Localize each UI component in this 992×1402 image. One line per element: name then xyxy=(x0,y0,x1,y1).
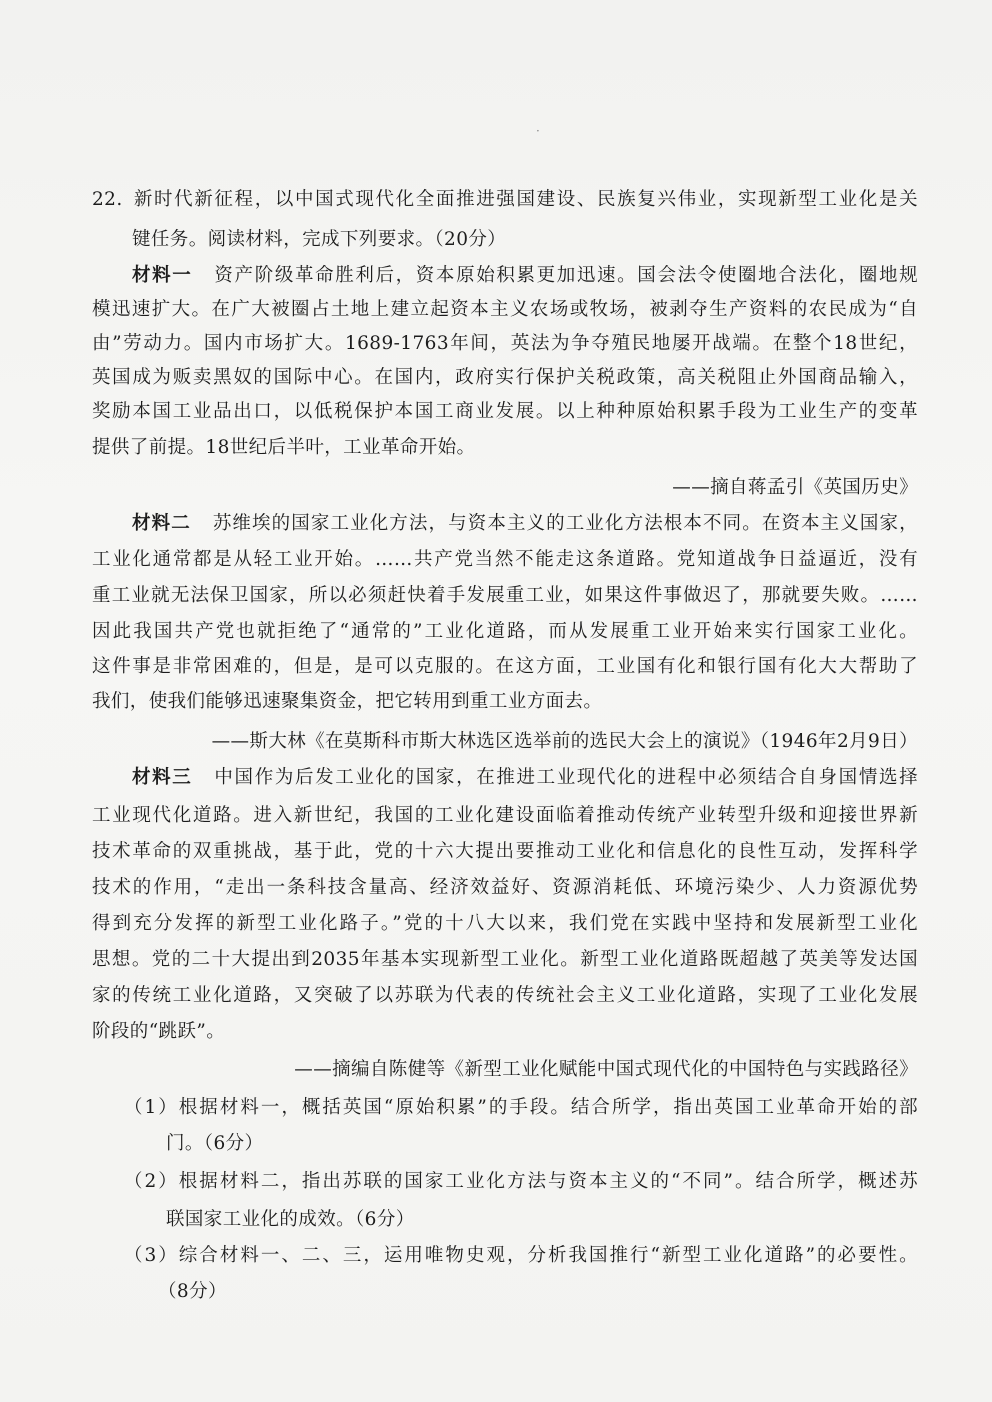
question-stem-line-2: 键任务。阅读材料，完成下列要求。（20分） xyxy=(132,229,507,250)
material-3-line-1: 材料三 中国作为后发工业化的国家，在推进工业现代化的进程中必须结合自身国情选择 xyxy=(132,767,918,788)
material-1-line-6: 提供了前提。18世纪后半叶，工业革命开始。 xyxy=(92,437,476,458)
material-1-line-5: 奖励本国工业品出口，以低税保护本国工商业发展。以上种种原始积累手段为工业生产的变革 xyxy=(92,401,918,422)
sub-question-3-line-2: （8分） xyxy=(158,1281,227,1302)
material-3-label: 材料三 xyxy=(132,767,193,788)
material-1-line-4: 英国成为贩卖黑奴的国际中心。在国内，政府实行保护关税政策，高关税阻止外国商品输入， xyxy=(92,367,918,388)
material-2-line-1: 材料二 苏维埃的国家工业化方法，与资本主义的工业化方法根本不同。在资本主义国家， xyxy=(132,513,918,534)
material-2-line-2: 工业化通常都是从轻工业开始。……共产党当然不能走这条道路。党知道战争日益逼近，没有 xyxy=(92,549,918,570)
material-2-source: ——斯大林《在莫斯科市斯大林选区选举前的选民大会上的演说》（1946年2月9日） xyxy=(211,731,918,752)
sub-question-3-line-1: （3）综合材料一、二、三，运用唯物史观，分析我国推行“新型工业化道路”的必要性。 xyxy=(124,1245,918,1266)
material-3-line-7: 家的传统工业化道路，又突破了以苏联为代表的传统社会主义工业化道路，实现了工业化发展 xyxy=(92,985,918,1006)
material-1-label: 材料一 xyxy=(132,265,193,286)
material-2-line-5: 这件事是非常困难的，但是，是可以克服的。在这方面，工业国有化和银行国有化大大帮助了 xyxy=(92,656,918,677)
material-1-line-3: 由”劳动力。国内市场扩大。1689-1763年间，英法为争夺殖民地屡开战端。在整个18世纪， xyxy=(92,333,918,354)
question-stem-line-1: 22. 新时代新征程，以中国式现代化全面推进强国建设、民族复兴伟业，实现新型工业化是关 xyxy=(92,189,918,210)
material-1-line-2: 模迅速扩大。在广大被圈占土地上建立起资本主义农场或牧场，被剥夺生产资料的农民成为“自 xyxy=(92,299,918,320)
material-1-source: ——摘自蒋孟引《英国历史》 xyxy=(672,477,918,498)
material-2-line-6: 我们，使我们能够迅速聚集资金，把它转用到重工业方面去。 xyxy=(92,691,603,712)
material-3-source: ——摘编自陈健等《新型工业化赋能中国式现代化的中国特色与实践路径》 xyxy=(294,1059,918,1080)
material-3-line-3: 技术革命的双重挑战，基于此，党的十六大提出要推动工业化和信息化的良性互动，发挥科学 xyxy=(92,841,918,862)
material-1-line-1: 材料一 资产阶级革命胜利后，资本原始积累更加迅速。国会法令使圈地合法化，圈地规 xyxy=(132,265,918,286)
question-number: 22. xyxy=(92,189,123,210)
material-3-line-2: 工业现代化道路。进入新世纪，我国的工业化建设面临着推动传统产业转型升级和迎接世界新 xyxy=(92,805,918,826)
material-2-label: 材料二 xyxy=(132,513,191,534)
sub-question-2-line-1: （2）根据材料二，指出苏联的国家工业化方法与资本主义的“不同”。结合所学，概述苏 xyxy=(124,1171,918,1192)
material-3-line-8: 阶段的“跳跃”。 xyxy=(92,1021,226,1042)
scan-speck: · xyxy=(536,124,540,138)
sub-question-2-line-2: 联国家工业化的成效。（6分） xyxy=(166,1209,415,1230)
material-3-line-6: 思想。党的二十大提出到2035年基本实现新型工业化。新型工业化道路既超越了英美等发达国 xyxy=(92,949,918,970)
sub-question-1-line-2: 门。（6分） xyxy=(166,1133,264,1154)
sub-question-1-line-1: （1）根据材料一，概括英国“原始积累”的手段。结合所学，指出英国工业革命开始的部 xyxy=(124,1097,918,1118)
material-3-line-4: 技术的作用，“走出一条科技含量高、经济效益好、资源消耗低、环境污染少、人力资源优势 xyxy=(92,877,918,898)
material-2-line-3: 重工业就无法保卫国家，所以必须赶快着手发展重工业，如果这件事做迟了，那就要失败。…… xyxy=(92,585,918,606)
material-3-line-5: 得到充分发挥的新型工业化路子。”党的十八大以来，我们党在实践中坚持和发展新型工业化 xyxy=(92,913,918,934)
material-2-line-4: 因此我国共产党也就拒绝了“通常的”工业化道路，而从发展重工业开始来实行国家工业化。 xyxy=(92,621,918,642)
